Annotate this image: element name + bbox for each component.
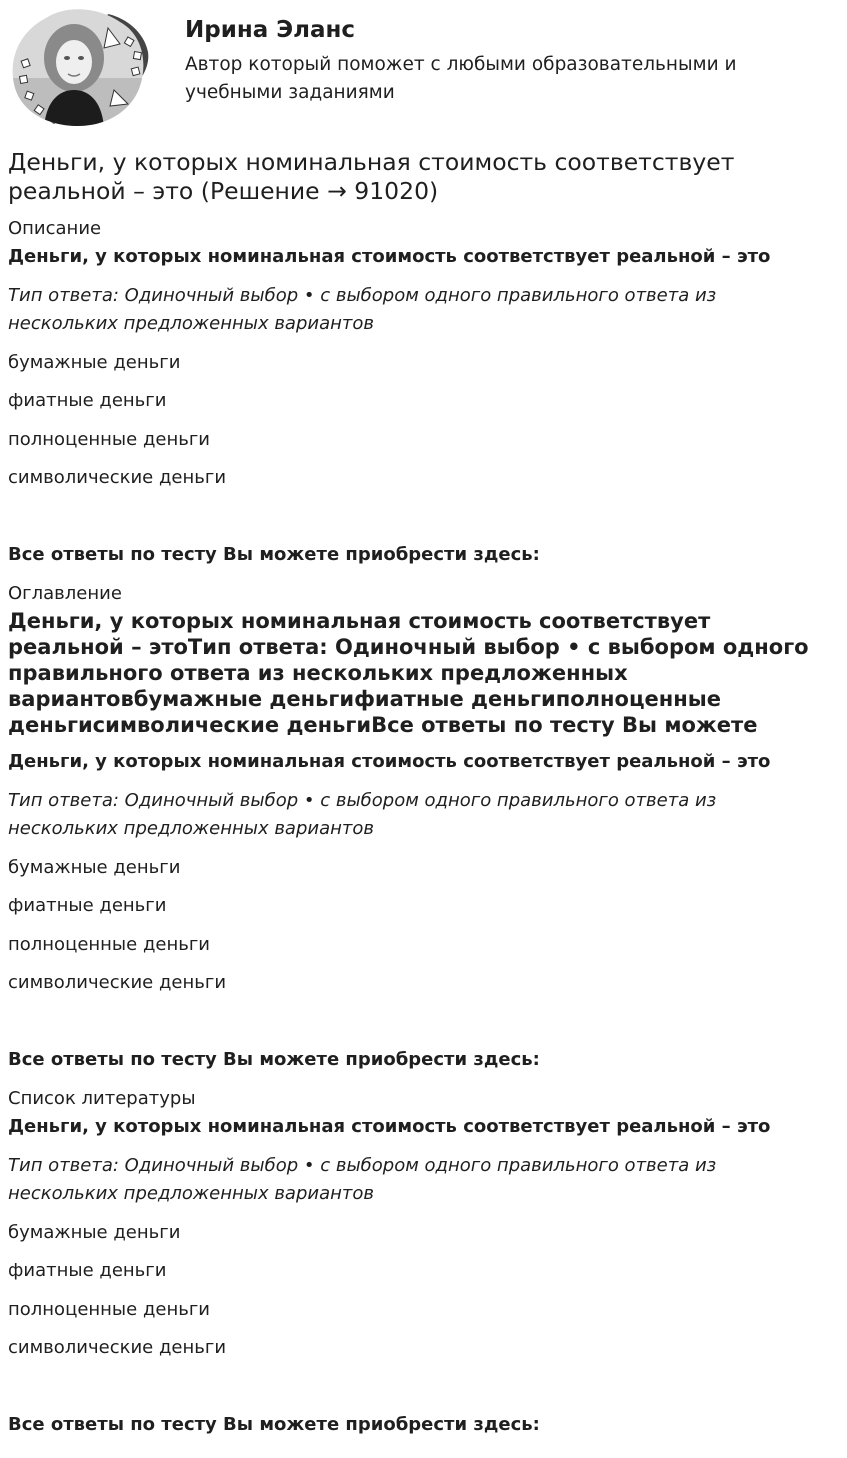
answer-type: Тип ответа: Одиночный выбор • с выбором одного правильного ответа из нескольких предложенных вариантов — [8, 285, 717, 334]
author-card — [8, 6, 838, 128]
option-item: полноценные деньги — [8, 934, 210, 955]
option-item: фиатные деньги — [8, 1260, 167, 1281]
option-item: символические деньги — [8, 467, 227, 488]
option-item: полноценные деньги — [8, 1299, 210, 1320]
buy-answers-text: Все ответы по тесту Вы можете приобрести здесь: — [8, 544, 540, 565]
option-item: символические деньги — [8, 1337, 227, 1358]
buy-answers-text: Все ответы по тесту Вы можете приобрести здесь: — [8, 1414, 540, 1435]
question-text: Деньги, у которых номинальная стоимость соответствует реальной – это — [8, 1116, 771, 1137]
option-item: бумажные деньги — [8, 352, 181, 373]
question-text: Деньги, у которых номинальная стоимость соответствует реальной – это — [8, 246, 771, 267]
option-item: бумажные деньги — [8, 857, 181, 878]
toc-label: Оглавление — [8, 583, 122, 604]
answer-type: Тип ответа: Одиночный выбор • с выбором одного правильного ответа из нескольких предложенных вариантов — [8, 790, 717, 839]
answer-type: Тип ответа: Одиночный выбор • с выбором одного правильного ответа из нескольких предложенных вариантов — [8, 1155, 717, 1204]
author-name[interactable]: Ирина Эланс — [185, 17, 356, 43]
option-item: бумажные деньги — [8, 1222, 181, 1243]
page-title: Деньги, у которых номинальная стоимость соответствует реальной – это (Решение → 91020) — [8, 148, 735, 205]
option-item: полноценные деньги — [8, 429, 210, 450]
description-label: Описание — [8, 218, 102, 239]
literature-label: Список литературы — [8, 1088, 196, 1109]
question-text: Деньги, у которых номинальная стоимость соответствует реальной – это — [8, 751, 771, 772]
author-description: Автор который поможет с любыми образовательными и учебными заданиями — [185, 54, 737, 103]
option-item: фиатные деньги — [8, 895, 167, 916]
option-item: символические деньги — [8, 972, 227, 993]
author-avatar[interactable] — [8, 8, 150, 128]
toc-text: Деньги, у которых номинальная стоимость соответствует реальной – этоТип ответа: Одиночный выбор • с выбором одного правильного ответа из нескольких предложенных вариантовбумажные деньгифиатные деньгиполноценные деньгисимволические деньгиВсе ответы по тесту Вы можете — [8, 609, 809, 737]
buy-answers-text: Все ответы по тесту Вы можете приобрести здесь: — [8, 1049, 540, 1070]
option-item: фиатные деньги — [8, 390, 167, 411]
